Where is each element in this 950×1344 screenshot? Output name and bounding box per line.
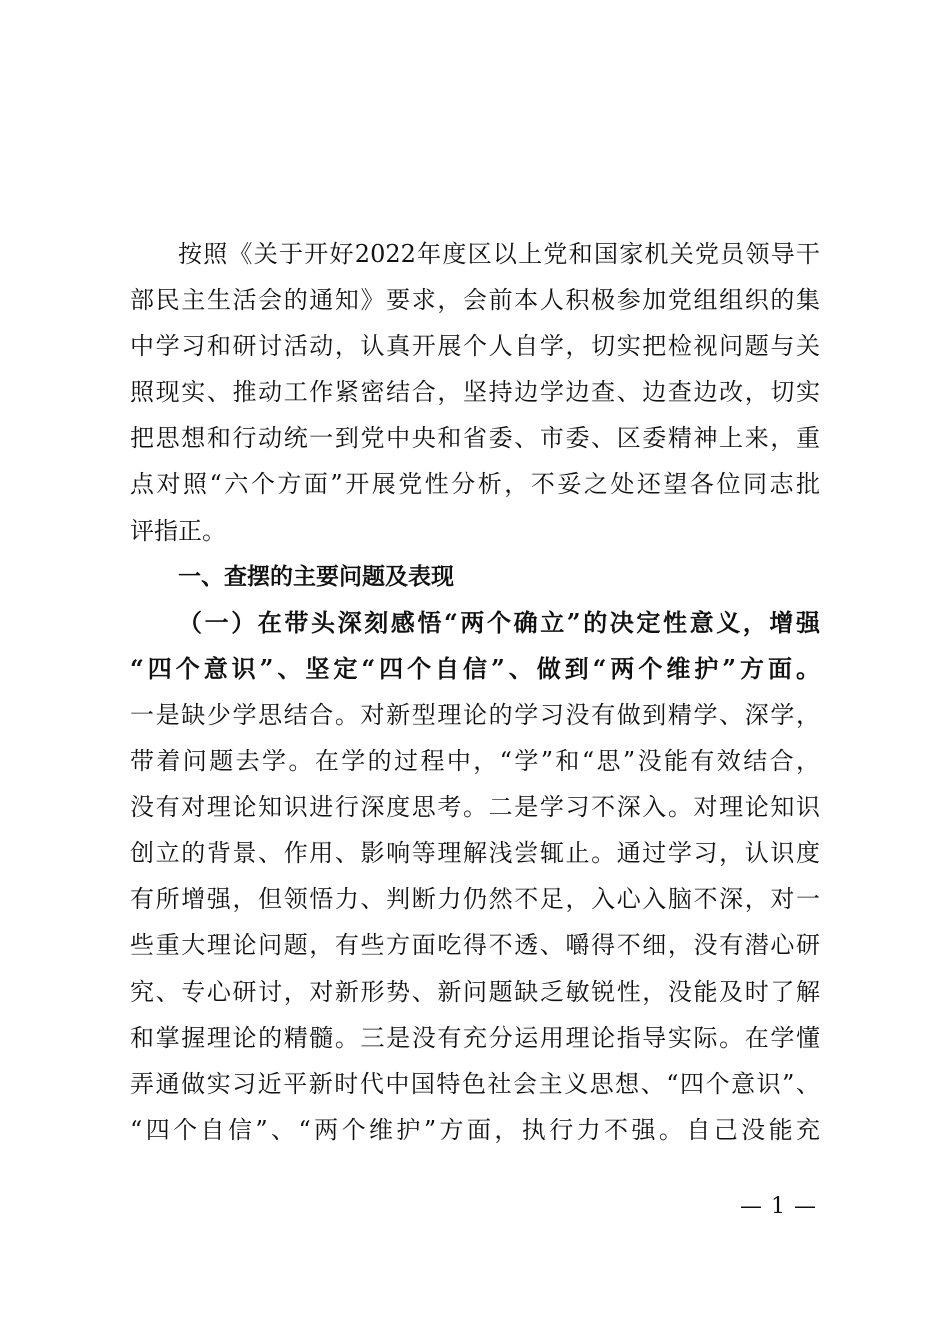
paragraph-line: 没有对理论知识进行深度思考。二是学习不深入。对理论知识 xyxy=(130,793,820,822)
paragraph-line: 评指正。 xyxy=(130,516,226,545)
paragraph-line: 弄通做实习近平新时代中国特色社会主义思想、“四个意识”、 xyxy=(130,1069,820,1098)
subsection-heading-line: “四个意识”、坚定“四个自信”、做到“两个维护”方面。 xyxy=(130,653,820,683)
paragraph-line: 一是缺少学思结合。对新型理论的学习没有做到精学、深学， xyxy=(130,700,820,729)
paragraph-line: 中学习和研讨活动，认真开展个人自学，切实把检视问题与关 xyxy=(130,332,820,361)
paragraph-line: 部民主生活会的通知》要求，会前本人积极参加党组组织的集 xyxy=(130,286,820,315)
paragraph-line: “四个自信”、“两个维护”方面，执行力不强。自己没能充 xyxy=(130,1115,820,1144)
paragraph-line: 照现实、推动工作紧密结合，坚持边学边查、边查边改，切实 xyxy=(130,378,820,407)
paragraph-line: 些重大理论问题，有些方面吃得不透、嚼得不细，没有潜心研 xyxy=(130,931,820,960)
paragraph-line: 和掌握理论的精髓。三是没有充分运用理论指导实际。在学懂 xyxy=(130,1023,820,1052)
paragraph-line: 带着问题去学。在学的过程中，“学”和“思”没能有效结合， xyxy=(130,747,820,776)
paragraph-line: 究、专心研讨，对新形势、新问题缺乏敏锐性，没能及时了解 xyxy=(130,977,820,1006)
page-number: — 1 — xyxy=(740,1194,817,1219)
paragraph-line: 有所增强，但领悟力、判断力仍然不足，入心入脑不深，对一 xyxy=(130,885,820,914)
paragraph-line: 按照《关于开好2022年度区以上党和国家机关党员领导干 xyxy=(178,240,820,268)
paragraph-line: 点对照“六个方面”开展党性分析，不妥之处还望各位同志批 xyxy=(130,470,820,499)
section-heading: 一、查摆的主要问题及表现 xyxy=(178,563,454,590)
paragraph-line: 创立的背景、作用、影响等理解浅尝辄止。通过学习，认识度 xyxy=(130,839,820,868)
paragraph-line: 把思想和行动统一到党中央和省委、市委、区委精神上来，重 xyxy=(130,424,820,453)
document-body xyxy=(130,231,820,1153)
subsection-heading-line: （一）在带头深刻感悟“两个确立”的决定性意义，增强 xyxy=(178,607,820,637)
